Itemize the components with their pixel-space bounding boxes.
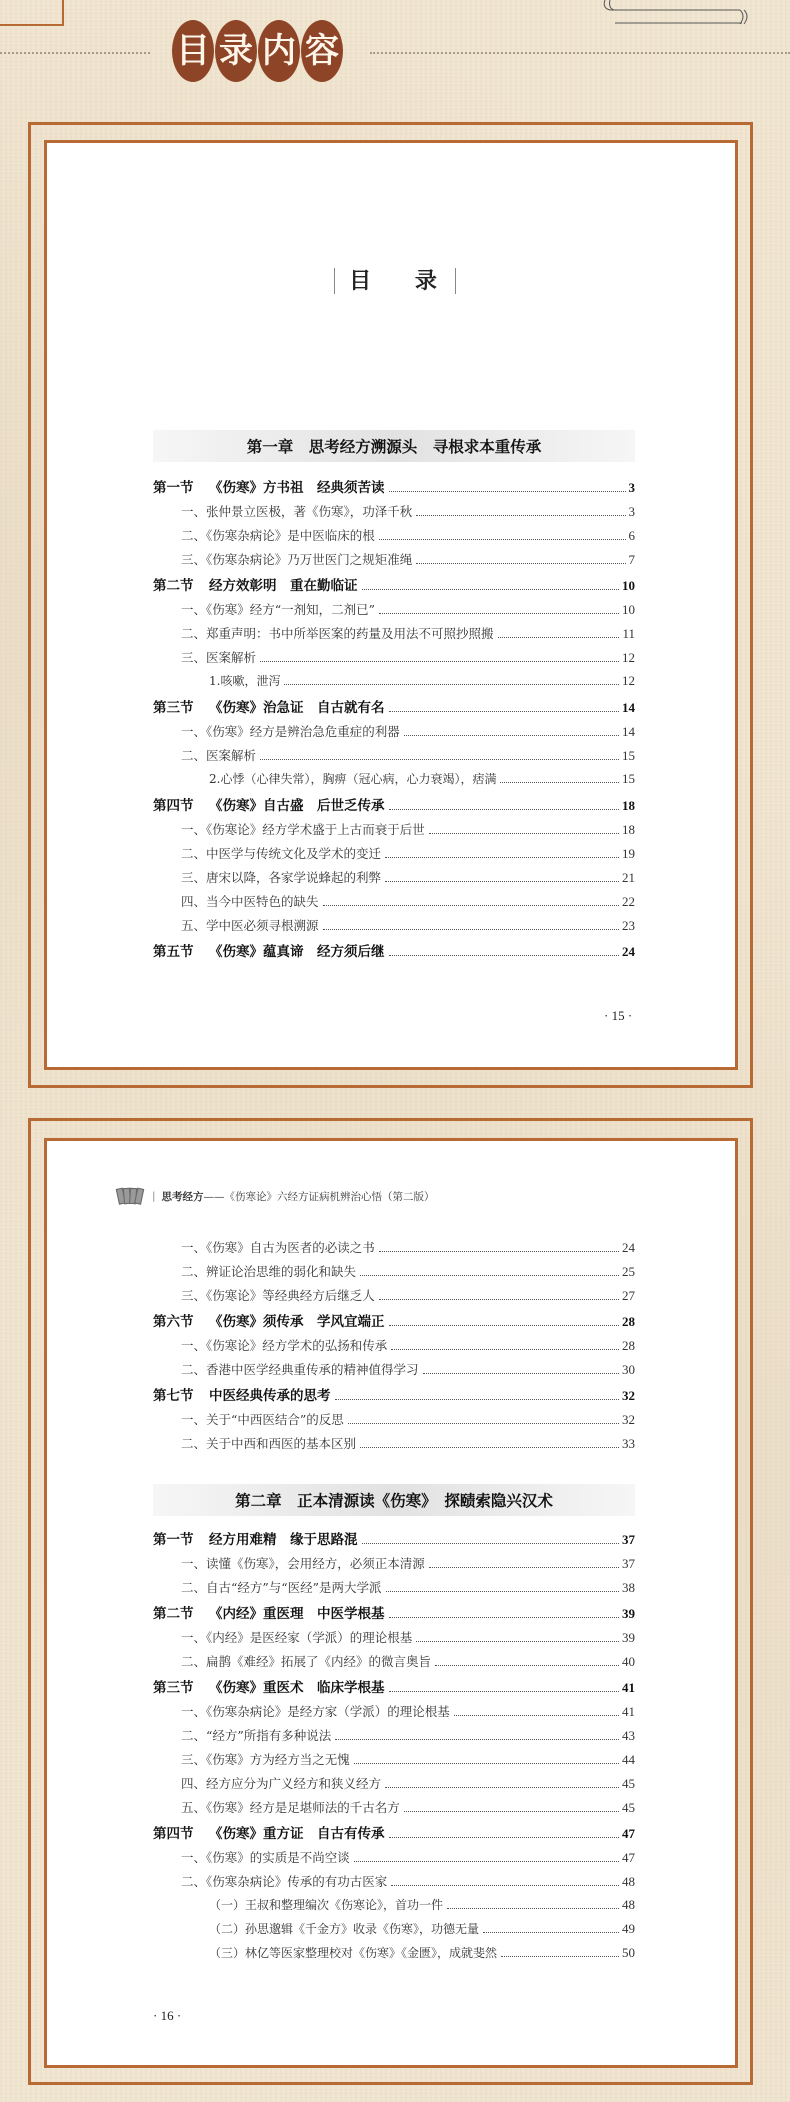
dot-leader [335,1739,619,1740]
toc-entry-title: 三、《伤寒》方为经方当之无愧 [181,1752,350,1767]
dot-leader [429,833,619,834]
section-title: 《伤寒》方书祖 经典须苦读 [209,480,385,496]
toc-page-number: 15 [622,748,635,763]
toc-entry [153,1652,635,1676]
toc-entry [153,1360,635,1384]
toc-page-number: 32 [622,1412,635,1427]
toc-entry-title: 一、《伤寒》的实质是不尚空谈 [181,1850,350,1865]
toc-entry [153,526,635,550]
toc-entry-title: 二、《伤寒杂病论》是中医临床的根 [181,528,375,543]
dot-leader [416,563,625,564]
toc-entry [153,1286,635,1310]
dot-leader [429,1567,619,1568]
toc-entry [153,1896,635,1920]
toc-entry [153,1702,635,1726]
toc-entry-title: 一、张仲景立医极，著《伤寒》，功泽千秋 [181,504,413,519]
dot-leader [385,881,619,882]
toc-page-number: 48 [622,1874,635,1889]
scroll-decoration-icon [600,0,760,26]
toc-section-entry [153,696,635,722]
toc-entry-title: （三）林亿等医家整理校对《伤寒》《金匮》，成就斐然 [209,1946,498,1960]
corner-frame-decoration [0,0,64,26]
section-number: 第一节 [153,480,194,496]
dot-leader [423,1373,619,1374]
toc-page-number: 37 [622,1556,635,1571]
toc-page-number: 30 [622,1362,635,1377]
toc-entry-title: 2.心悸（心律失常），胸痹（冠心病，心力衰竭），痞满 [209,772,497,786]
section-title: 中医经典传承的思考 [209,1388,331,1404]
toc-entry-title: 一、《伤寒论》经方学术的弘扬和传承 [181,1338,388,1353]
toc-entry-title: 五、学中医必须寻根溯源 [181,918,319,933]
section-title: 《伤寒》自古盛 后世乏传承 [209,798,385,814]
toc-entry-title: 三、《伤寒论》等经典经方后继乏人 [181,1288,375,1303]
toc-entry [153,722,635,746]
section-title: 《内经》重医理 中医学根基 [209,1606,385,1622]
toc-entry [153,1920,635,1944]
dot-leader [416,515,625,516]
toc-entry-title: 二、自古“经方”与“医经”是两大学派 [181,1580,382,1595]
dot-leader [354,1861,619,1862]
toc-entry [153,746,635,770]
dot-leader [379,539,626,540]
header-separator: | [152,1190,156,1202]
toc-page-number: 18 [622,822,635,837]
toc-page-number: 14 [622,724,635,739]
toc-section-entry [153,1384,635,1410]
toc-page-number: 12 [622,673,635,688]
toc-entry [153,1726,635,1750]
toc-page-number: 40 [622,1654,635,1669]
toc-entry-title: （一）王叔和整理编次《伤寒论》，首功一件 [209,1898,444,1912]
toc-entry-title: 二、香港中医学经典重传承的精神值得学习 [181,1362,419,1377]
toc-page-number: 47 [622,1850,635,1865]
banner-char-3: 内 [258,20,300,82]
toc-entry [153,1628,635,1652]
toc-entry-title: 二、《伤寒杂病论》传承的有功古医家 [181,1874,388,1889]
book-stack-icon [118,1188,140,1204]
toc-entry-title [153,1822,385,1842]
toc-entry [153,1578,635,1602]
toc-page-number: 25 [622,1264,635,1279]
toc-page-number: 24 [622,1240,635,1255]
toc-entry-title: 四、经方应分为广义经方和狭义经方 [181,1776,382,1791]
toc-page-number: 22 [622,894,635,909]
chapter-2-banner: 第二章 正本清源读《伤寒》 探赜索隐兴汉术 [153,1484,635,1516]
dot-leader [389,1837,620,1838]
toc-entry [153,1554,635,1578]
page2-toc-list-a [153,1238,635,1458]
section-title: 《伤寒》治急证 自古就有名 [209,700,385,716]
toc-entry [153,1262,635,1286]
dot-leader [354,1763,619,1764]
divider-right [370,52,790,54]
toc-entry [153,624,635,648]
toc-page-number: 49 [622,1921,635,1936]
book-title: 思考经方 [161,1190,204,1203]
dot-leader [323,905,619,906]
section-title: 经方用难精 缘于思路混 [209,1532,358,1548]
toc-page-number: 3 [628,480,635,495]
toc-section-entry [153,476,635,502]
toc-entry-title [153,574,358,594]
toc-entry [153,672,635,696]
toc-entry [153,1774,635,1798]
toc-title-text: 目 录 [334,268,456,294]
toc-page-number: 50 [622,1945,635,1960]
toc-entry [153,1238,635,1262]
toc-entry-title: 二、医案解析 [181,748,257,763]
section-title: 《伤寒》蕴真谛 经方须后继 [209,944,385,960]
toc-page-number: 10 [622,602,635,617]
dot-leader [260,759,619,760]
dot-leader [391,1885,619,1886]
toc-page-number: 43 [622,1728,635,1743]
toc-entry-title: 一、读懂《伤寒》，会用经方，必须正本清源 [181,1556,425,1571]
toc-entry-title [153,476,385,496]
page2-page-number: · 16 · [153,2008,182,2023]
toc-page-number: 21 [622,870,635,885]
section-title: 经方效彰明 重在勤临证 [209,578,358,594]
toc-entry [153,868,635,892]
page1-toc-list [153,476,635,966]
dot-leader [435,1665,619,1666]
toc-page-number: 12 [622,650,635,665]
toc-section-entry [153,1676,635,1702]
dot-leader [360,1275,619,1276]
dot-leader [362,1543,620,1544]
dot-leader [362,589,620,590]
section-number: 第二节 [153,1606,194,1622]
toc-entry [153,820,635,844]
toc-section-entry [153,794,635,820]
toc-entry [153,1410,635,1434]
section-number: 第一节 [153,1532,194,1548]
toc-page-number: 28 [622,1314,635,1329]
toc-page-number: 32 [622,1388,635,1403]
section-title: 《伤寒》重医术 临床学根基 [209,1680,385,1696]
toc-entry [153,600,635,624]
toc-entry-title: 二、关于中西和西医的基本区别 [181,1436,357,1451]
toc-page-number: 11 [622,626,635,641]
toc-page-number: 7 [628,552,635,567]
toc-entry [153,648,635,672]
toc-entry [153,550,635,574]
toc-entry [153,770,635,794]
toc-page-number: 44 [622,1752,635,1767]
toc-entry-title [153,696,385,716]
toc-section-entry [153,574,635,600]
dot-leader [385,857,619,858]
toc-entry [153,844,635,868]
section-title: 《伤寒》重方证 自古有传承 [209,1826,385,1842]
section-number: 第六节 [153,1314,194,1330]
toc-section-entry [153,1602,635,1628]
toc-entry-title: 五、《伤寒》经方是足堪师法的千古名方 [181,1800,400,1815]
toc-page-number: 3 [628,504,635,519]
toc-page-number: 39 [622,1606,635,1621]
toc-entry-title: 四、当今中医特色的缺失 [181,894,319,909]
dot-leader [389,955,620,956]
page2-toc-list-b [153,1528,635,1968]
dot-leader [447,1908,619,1909]
toc-entry-title: 一、《伤寒》经方是辨治急危重症的利器 [181,724,400,739]
toc-entry-title: 二、“经方”所指有多种说法 [181,1728,332,1743]
dot-leader [335,1399,620,1400]
dot-leader [416,1641,619,1642]
dot-leader [385,1787,619,1788]
toc-page-number: 28 [622,1338,635,1353]
banner-char-4: 容 [301,20,343,82]
toc-page-number: 19 [622,846,635,861]
toc-entry [153,1750,635,1774]
toc-entry-title [153,1676,385,1696]
toc-entry [153,1872,635,1896]
toc-entry [153,502,635,526]
toc-page-number: 27 [622,1288,635,1303]
section-banner-title [172,20,343,82]
toc-entry-title [153,794,385,814]
toc-entry [153,1336,635,1360]
dot-leader [500,782,619,783]
toc-entry-title [153,940,385,960]
dot-leader [389,809,620,810]
toc-page-number: 45 [622,1776,635,1791]
toc-entry-title: 二、中医学与传统文化及学术的变迁 [181,846,382,861]
toc-page-number: 6 [628,528,635,543]
toc-entry-title [153,1602,385,1622]
toc-page-number: 45 [622,1800,635,1815]
toc-entry-title [153,1384,331,1404]
toc-entry-title: 一、《伤寒》经方“一剂知，二剂已” [181,602,376,617]
toc-entry-title: 1.咳嗽，泄泻 [209,674,281,688]
toc-page-number: 37 [622,1532,635,1547]
section-number: 第四节 [153,1826,194,1842]
toc-page-number: 33 [622,1436,635,1451]
dot-leader [389,1691,620,1692]
banner-char-2: 录 [215,20,257,82]
toc-entry-title: 二、扁鹊《难经》拓展了《内经》的微言奥旨 [181,1654,432,1669]
toc-page-number: 15 [622,771,635,786]
toc-page-number: 14 [622,700,635,715]
toc-entry [153,1944,635,1968]
toc-section-entry [153,940,635,966]
dot-leader [323,929,619,930]
dot-leader [498,637,620,638]
dot-leader [386,1591,619,1592]
toc-entry-title: 三、医案解析 [181,650,257,665]
toc-page-number: 24 [622,944,635,959]
toc-entry [153,916,635,940]
dot-leader [501,1956,619,1957]
dot-leader [360,1447,619,1448]
toc-entry-title [153,1528,358,1548]
dot-leader [348,1423,619,1424]
toc-entry-title: 一、关于“中西医结合”的反思 [181,1412,344,1427]
toc-page-number: 10 [622,578,635,593]
page1-page-number: · 15 · [604,1008,633,1023]
toc-entry-title: 一、《伤寒杂病论》是经方家（学派）的理论根基 [181,1704,450,1719]
dot-leader [379,1251,619,1252]
dot-leader [379,613,619,614]
toc-page-number: 23 [622,918,635,933]
section-number: 第三节 [153,1680,194,1696]
running-header [118,1188,435,1204]
dot-leader [389,711,620,712]
dot-leader [404,735,619,736]
toc-entry [153,892,635,916]
toc-section-entry [153,1310,635,1336]
toc-page-number: 18 [622,798,635,813]
toc-entry-title: 三、唐宋以降，各家学说蜂起的利弊 [181,870,382,885]
section-number: 第三节 [153,700,194,716]
section-number: 第七节 [153,1388,194,1404]
section-title: 《伤寒》须传承 学风宜端正 [209,1314,385,1330]
dot-leader [260,661,619,662]
toc-page-number: 41 [622,1680,635,1695]
toc-page-number: 39 [622,1630,635,1645]
toc-entry-title: 一、《伤寒》自古为医者的必读之书 [181,1240,375,1255]
toc-section-entry [153,1822,635,1848]
dot-leader [389,1325,620,1326]
toc-entry [153,1848,635,1872]
divider-left [0,52,150,54]
toc-page-number: 41 [622,1704,635,1719]
banner-char-1: 目 [172,20,214,82]
section-number: 第二节 [153,578,194,594]
dot-leader [284,684,619,685]
toc-entry [153,1434,635,1458]
dot-leader [391,1349,619,1350]
section-number: 第五节 [153,944,194,960]
dot-leader [454,1715,619,1716]
dot-leader [379,1299,619,1300]
toc-entry-title: （二）孙思邈辑《千金方》收录《伤寒》，功德无量 [209,1922,480,1936]
toc-section-entry [153,1528,635,1554]
dot-leader [389,1617,620,1618]
toc-page-number: 48 [622,1897,635,1912]
toc-entry [153,1798,635,1822]
toc-title [0,264,790,295]
toc-page-number: 38 [622,1580,635,1595]
toc-entry-title: 二、辨证论治思维的弱化和缺失 [181,1264,357,1279]
chapter-1-banner: 第一章 思考经方溯源头 寻根求本重传承 [153,430,635,462]
toc-entry-title: 二、郑重声明：书中所举医案的药量及用法不可照抄照搬 [181,626,494,641]
book-subtitle: ——《伤寒论》六经方证病机辨治心悟（第二版） [203,1190,435,1203]
dot-leader [404,1811,619,1812]
dot-leader [389,491,626,492]
section-number: 第四节 [153,798,194,814]
toc-entry-title: 一、《内经》是医经家（学派）的理论根基 [181,1630,413,1645]
toc-entry-title: 一、《伤寒论》经方学术盛于上古而衰于后世 [181,822,425,837]
toc-entry-title: 三、《伤寒杂病论》乃万世医门之规矩准绳 [181,552,413,567]
dot-leader [483,1932,619,1933]
toc-page-number: 47 [622,1826,635,1841]
toc-entry-title [153,1310,385,1330]
